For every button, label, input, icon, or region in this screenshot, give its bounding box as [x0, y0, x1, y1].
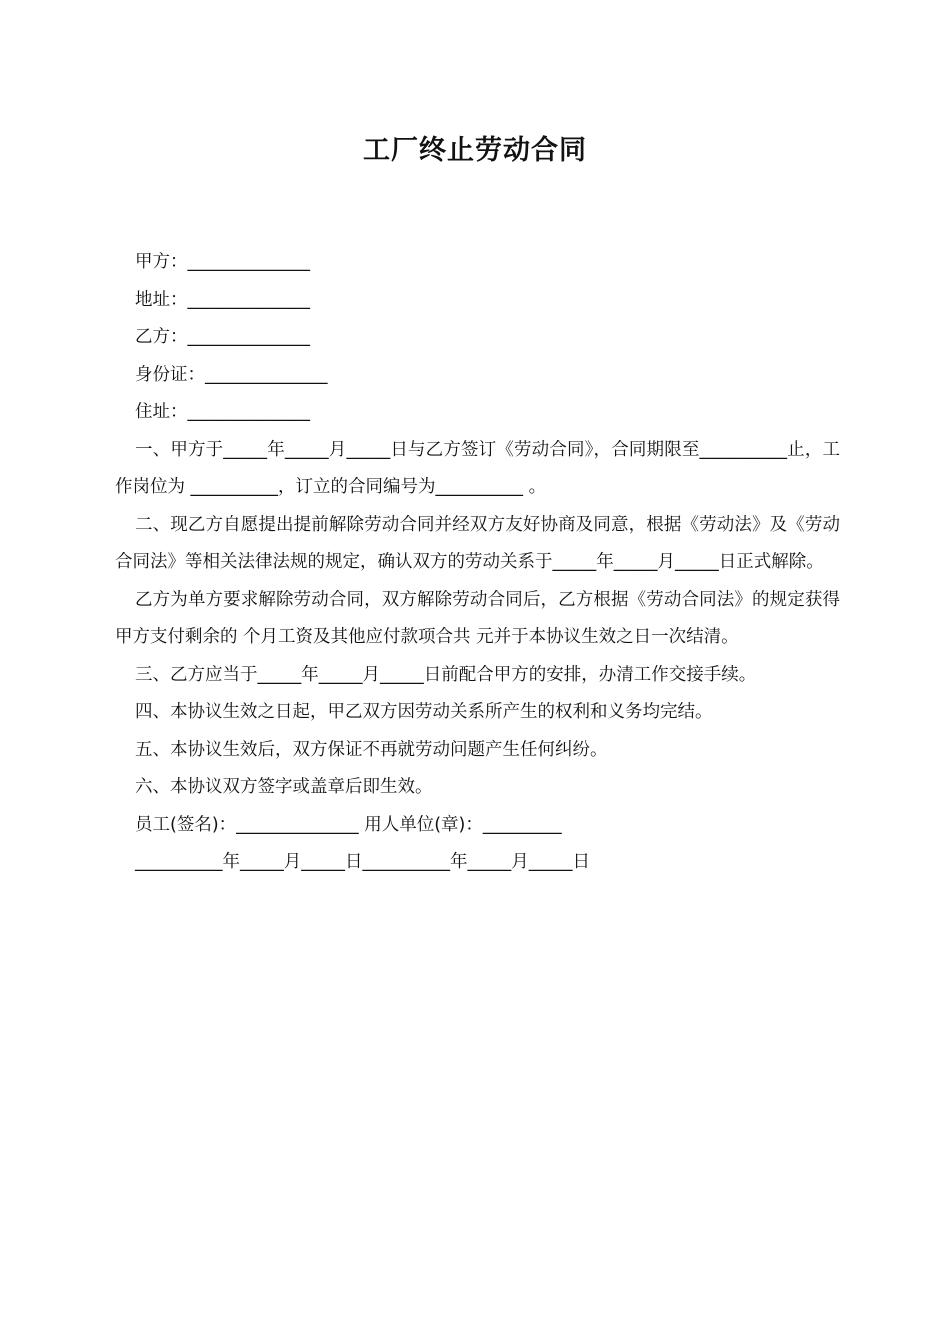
- document-body: [115, 244, 840, 882]
- clause-5: 五、本协议生效后，双方保证不再就劳动问题产生任何纠纷。: [135, 739, 608, 760]
- address-field: 地址：______________: [135, 289, 310, 310]
- clause-2-supplement: 乙方为单方要求解除劳动合同，双方解除劳动合同后，乙方根据《劳动合同法》的规定获得甲方支付剩余的 个月工资及其他应付款项合共 元并于本协议生效之日一次结清。: [115, 589, 840, 647]
- signature-dates: __________年_____月_____日__________年_____月_____日: [135, 852, 590, 872]
- clause-3: 三、乙方应当于_____年_____月_____日前配合甲方的安排，办清工作交接手续。: [135, 664, 757, 685]
- document-title: 工厂终止劳动合同: [363, 135, 587, 166]
- clause-2: 二、现乙方自愿提出提前解除劳动合同并经双方友好协商及同意，根据《劳动法》及《劳动合同法》等相关法律法规的规定，确认双方的劳动关系于_____年_____月_____日正式解除。: [115, 514, 840, 572]
- id-card-field: 身份证：______________: [135, 364, 328, 385]
- clause-6: 六、本协议双方签字或盖章后即生效。: [135, 777, 433, 797]
- signature-line: 员工(签名)：______________ 用人单位(章)：_________: [135, 814, 562, 835]
- clause-4: 四、本协议生效之日起，甲乙双方因劳动关系所产生的权利和义务均完结。: [135, 702, 713, 722]
- residence-field: 住址：______________: [135, 402, 310, 422]
- clause-1: 一、甲方于_____年_____月_____日与乙方签订《劳动合同》，合同期限至__________止，工作岗位为 __________，订立的合同编号为__________ 。: [115, 439, 840, 497]
- party-b-field: 乙方：______________: [135, 327, 310, 347]
- party-a-field: 甲方：______________: [135, 252, 310, 272]
